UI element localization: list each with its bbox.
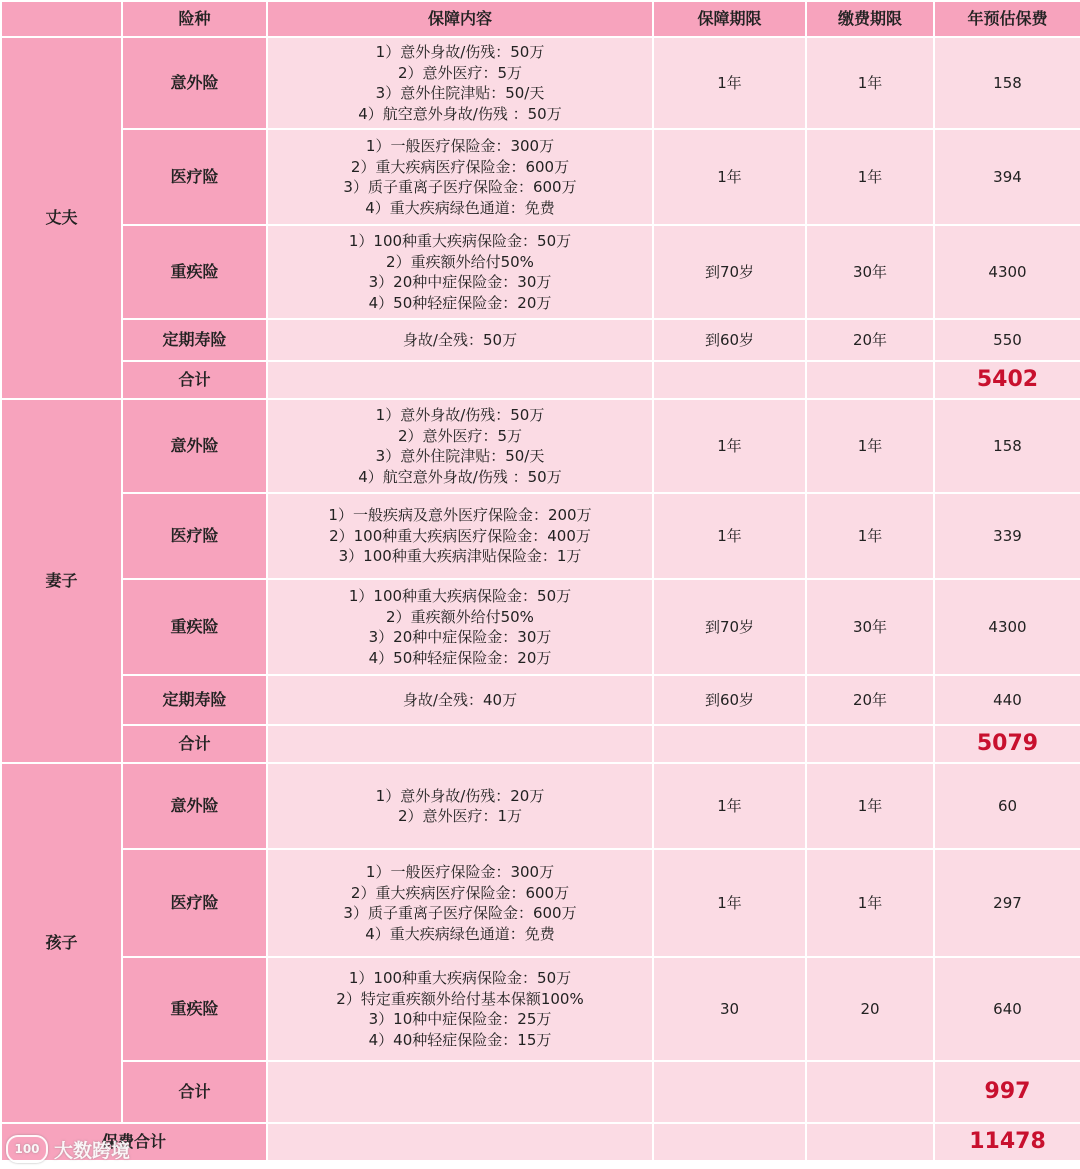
header-type: 险种 bbox=[122, 1, 267, 37]
insurance-type: 重疾险 bbox=[122, 957, 267, 1061]
watermark-logo-icon: 100 bbox=[6, 1135, 48, 1163]
coverage-content bbox=[267, 493, 653, 579]
coverage-line: 4）50种轻症保险金：20万 bbox=[368, 293, 552, 312]
annual-premium: 339 bbox=[934, 493, 1080, 579]
coverage-line: 4）重大疾病绿色通道：免费 bbox=[365, 924, 555, 943]
coverage-content bbox=[267, 225, 653, 319]
header-premium: 年预估保费 bbox=[934, 1, 1080, 37]
insurance-type: 意外险 bbox=[122, 763, 267, 849]
table-row bbox=[1, 399, 1080, 493]
table-row bbox=[1, 319, 1080, 361]
annual-premium: 440 bbox=[934, 675, 1080, 725]
grand-total-row bbox=[1, 1123, 1080, 1161]
total-empty bbox=[267, 1061, 653, 1123]
grand-total-empty bbox=[806, 1123, 934, 1161]
insurance-type: 医疗险 bbox=[122, 849, 267, 957]
insurance-type: 定期寿险 bbox=[122, 675, 267, 725]
annual-premium: 297 bbox=[934, 849, 1080, 957]
coverage-content bbox=[267, 129, 653, 225]
header-content: 保障内容 bbox=[267, 1, 653, 37]
total-empty bbox=[267, 361, 653, 399]
child-label: 孩子 bbox=[1, 763, 122, 1123]
wife-label: 妻子 bbox=[1, 399, 122, 763]
coverage-line: 2）重大疾病医疗保险金：600万 bbox=[350, 157, 570, 176]
coverage-line: 2）意外医疗：1万 bbox=[397, 807, 523, 825]
total-empty bbox=[653, 1061, 806, 1123]
annual-premium: 550 bbox=[934, 319, 1080, 361]
coverage-term: 30 bbox=[653, 957, 806, 1061]
coverage-line: 2）重疾额外给付50% bbox=[386, 607, 534, 626]
coverage-content bbox=[267, 763, 653, 849]
insurance-type: 医疗险 bbox=[122, 129, 267, 225]
coverage-line: 身故/全残：40万 bbox=[402, 690, 518, 709]
table-row bbox=[1, 675, 1080, 725]
husband-label: 丈夫 bbox=[1, 37, 122, 399]
coverage-line: 身故/全残：50万 bbox=[402, 330, 518, 349]
coverage-line: 3）20种中症保险金：30万 bbox=[368, 628, 552, 646]
coverage-content bbox=[267, 37, 653, 129]
coverage-line: 3）质子重离子医疗保险金：600万 bbox=[343, 904, 577, 922]
coverage-line: 1）100种重大疾病保险金：50万 bbox=[348, 969, 572, 987]
coverage-content bbox=[267, 675, 653, 725]
header-pay: 缴费期限 bbox=[806, 1, 934, 37]
coverage-term: 到60岁 bbox=[653, 319, 806, 361]
total-empty bbox=[806, 725, 934, 763]
coverage-term: 到70岁 bbox=[653, 225, 806, 319]
husband-total-row bbox=[1, 361, 1080, 399]
payment-term: 1年 bbox=[806, 399, 934, 493]
table-row bbox=[1, 37, 1080, 129]
coverage-line: 4）重大疾病绿色通道：免费 bbox=[365, 198, 555, 217]
grand-total-empty bbox=[653, 1123, 806, 1161]
insurance-type: 重疾险 bbox=[122, 225, 267, 319]
coverage-line: 2）特定重疾额外给付基本保额100% bbox=[336, 989, 584, 1008]
coverage-line: 3）100种重大疾病津贴保险金：1万 bbox=[338, 547, 582, 566]
coverage-term: 1年 bbox=[653, 399, 806, 493]
table-row bbox=[1, 849, 1080, 957]
coverage-term: 1年 bbox=[653, 37, 806, 129]
total-label: 合计 bbox=[122, 725, 267, 763]
table-row bbox=[1, 129, 1080, 225]
coverage-line: 3）意外住院津贴：50/天 bbox=[375, 447, 545, 465]
child-total-row bbox=[1, 1061, 1080, 1123]
annual-premium: 158 bbox=[934, 399, 1080, 493]
coverage-content bbox=[267, 399, 653, 493]
total-empty bbox=[267, 725, 653, 763]
coverage-term: 1年 bbox=[653, 129, 806, 225]
payment-term: 1年 bbox=[806, 849, 934, 957]
payment-term: 30年 bbox=[806, 225, 934, 319]
coverage-line: 1）意外身故/伤残：20万 bbox=[375, 786, 545, 805]
payment-term: 30年 bbox=[806, 579, 934, 675]
total-empty bbox=[653, 361, 806, 399]
coverage-line: 1）100种重大疾病保险金：50万 bbox=[348, 587, 572, 605]
coverage-line: 4）40种轻症保险金：15万 bbox=[368, 1030, 552, 1049]
total-label: 合计 bbox=[122, 1061, 267, 1123]
header-row bbox=[1, 1, 1080, 37]
watermark-text: 大数跨境 bbox=[54, 1139, 131, 1162]
table-row bbox=[1, 957, 1080, 1061]
payment-term: 1年 bbox=[806, 493, 934, 579]
coverage-line: 2）意外医疗：5万 bbox=[397, 63, 523, 82]
coverage-content bbox=[267, 849, 653, 957]
total-empty bbox=[806, 1061, 934, 1123]
annual-premium: 158 bbox=[934, 37, 1080, 129]
coverage-line: 2）100种重大疾病医疗保险金：400万 bbox=[329, 526, 591, 545]
coverage-line: 1）意外身故/伤残：50万 bbox=[375, 406, 545, 424]
grand-total-empty bbox=[267, 1123, 653, 1161]
total-empty bbox=[806, 361, 934, 399]
annual-premium: 394 bbox=[934, 129, 1080, 225]
payment-term: 1年 bbox=[806, 129, 934, 225]
coverage-term: 1年 bbox=[653, 493, 806, 579]
coverage-line: 2）重疾额外给付50% bbox=[386, 252, 534, 271]
annual-premium: 640 bbox=[934, 957, 1080, 1061]
annual-premium: 60 bbox=[934, 763, 1080, 849]
coverage-content bbox=[267, 957, 653, 1061]
insurance-type: 意外险 bbox=[122, 37, 267, 129]
wife-total-row bbox=[1, 725, 1080, 763]
coverage-line: 4）航空意外身故/伤残 ：50万 bbox=[358, 467, 562, 486]
table-row bbox=[1, 225, 1080, 319]
insurance-type: 定期寿险 bbox=[122, 319, 267, 361]
coverage-line: 1）一般疾病及意外医疗保险金：200万 bbox=[328, 506, 592, 525]
table-row bbox=[1, 579, 1080, 675]
payment-term: 1年 bbox=[806, 37, 934, 129]
coverage-content bbox=[267, 579, 653, 675]
header-term: 保障期限 bbox=[653, 1, 806, 37]
payment-term: 20年 bbox=[806, 319, 934, 361]
wife-total-value: 5079 bbox=[934, 725, 1080, 763]
insurance-type: 医疗险 bbox=[122, 493, 267, 579]
coverage-line: 1）100种重大疾病保险金：50万 bbox=[348, 232, 572, 250]
coverage-line: 2）意外医疗：5万 bbox=[397, 426, 523, 445]
coverage-line: 3）意外住院津贴：50/天 bbox=[375, 84, 545, 102]
annual-premium: 4300 bbox=[934, 579, 1080, 675]
coverage-term: 到70岁 bbox=[653, 579, 806, 675]
coverage-line: 1）一般医疗保险金：300万 bbox=[365, 137, 555, 155]
coverage-line: 3）20种中症保险金：30万 bbox=[368, 273, 552, 291]
coverage-line: 3）10种中症保险金：25万 bbox=[368, 1010, 552, 1028]
total-empty bbox=[653, 725, 806, 763]
coverage-term: 1年 bbox=[653, 849, 806, 957]
coverage-line: 4）50种轻症保险金：20万 bbox=[368, 648, 552, 667]
annual-premium: 4300 bbox=[934, 225, 1080, 319]
coverage-line: 3）质子重离子医疗保险金：600万 bbox=[343, 178, 577, 196]
coverage-line: 2）重大疾病医疗保险金：600万 bbox=[350, 883, 570, 902]
payment-term: 20年 bbox=[806, 675, 934, 725]
coverage-line: 1）意外身故/伤残：50万 bbox=[375, 43, 545, 61]
coverage-term: 1年 bbox=[653, 763, 806, 849]
grand-total-value: 11478 bbox=[934, 1123, 1080, 1161]
coverage-line: 4）航空意外身故/伤残 ：50万 bbox=[358, 104, 562, 123]
total-label: 合计 bbox=[122, 361, 267, 399]
payment-term: 20 bbox=[806, 957, 934, 1061]
insurance-type: 意外险 bbox=[122, 399, 267, 493]
table-row bbox=[1, 763, 1080, 849]
coverage-content bbox=[267, 319, 653, 361]
grand-total-label: 保费合计 bbox=[1, 1123, 267, 1161]
coverage-line: 1）一般医疗保险金：300万 bbox=[365, 863, 555, 881]
child-total-value: 997 bbox=[934, 1061, 1080, 1123]
header-person bbox=[1, 1, 122, 37]
coverage-term: 到60岁 bbox=[653, 675, 806, 725]
table-row bbox=[1, 493, 1080, 579]
payment-term: 1年 bbox=[806, 763, 934, 849]
husband-total-value: 5402 bbox=[934, 361, 1080, 399]
insurance-type: 重疾险 bbox=[122, 579, 267, 675]
